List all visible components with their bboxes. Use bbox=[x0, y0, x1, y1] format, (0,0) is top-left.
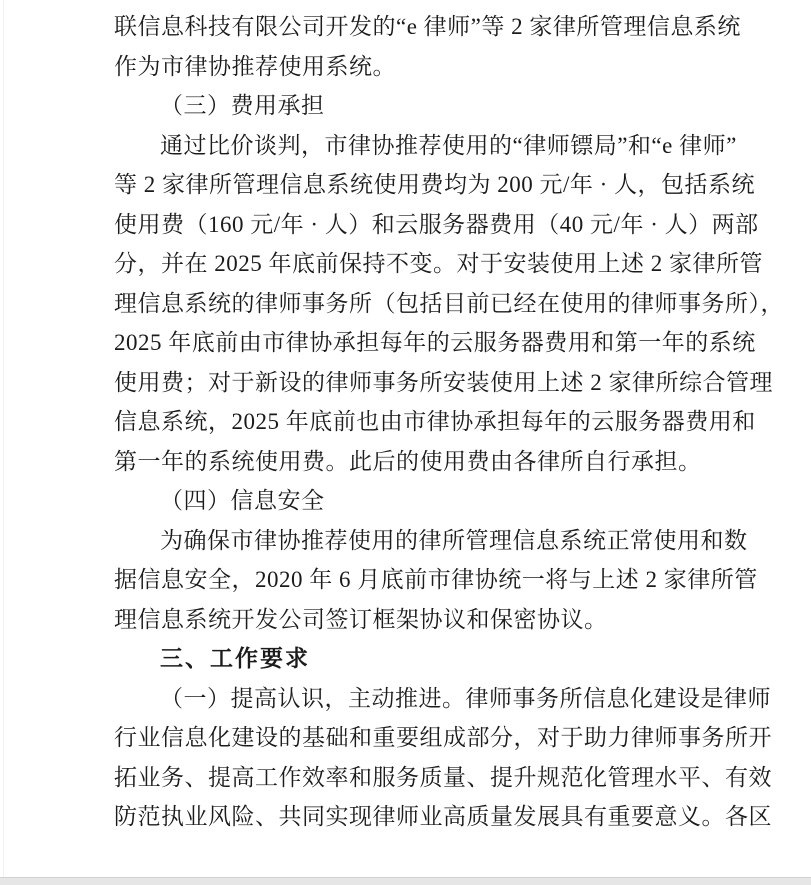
text-segment: 2025 年底前由市律协承担每年的云服务器费用和第一年的系统 bbox=[114, 330, 756, 355]
text-line bbox=[114, 363, 773, 403]
text-line bbox=[114, 47, 720, 87]
text-line bbox=[114, 797, 772, 837]
text-segment: 等 2 家律所管理信息系统使用费均为 200 元/年 · 人，包括系统 bbox=[114, 172, 756, 197]
text-line bbox=[114, 560, 758, 600]
text-line bbox=[114, 402, 756, 442]
text-line bbox=[114, 323, 756, 363]
text-line bbox=[114, 165, 756, 205]
document-lines bbox=[114, 7, 784, 837]
text-segment: 通过比价谈判，市律协推荐使用的“律师镖局”和“e 律师” bbox=[160, 132, 737, 158]
text-segment: （三）费用承担 bbox=[160, 93, 325, 118]
text-line bbox=[114, 86, 720, 126]
text-segment: 行业信息化建设的基础和重要组成部分，对于助力律师事务所开 bbox=[114, 725, 772, 750]
page-bottom-edge bbox=[0, 877, 811, 885]
text-segment: 拓业务、提高工作效率和服务质量、提升规范化管理水平、有效 bbox=[114, 764, 772, 790]
text-line bbox=[114, 126, 737, 166]
text-segment: 律师事务所信息化建设是律师 bbox=[465, 685, 771, 711]
text-segment: 使用费；对于新设的律师事务所安装使用上述 2 家律所综合管理 bbox=[114, 369, 773, 395]
text-line bbox=[114, 205, 759, 245]
text-line bbox=[114, 639, 720, 679]
text-line bbox=[114, 7, 741, 47]
text-segment: 联信息科技有限公司开发的“e 律师”等 2 家律所管理信息系统 bbox=[114, 14, 741, 39]
text-line bbox=[114, 679, 771, 719]
text-segment: 理信息系统开发公司签订框架协议和保密协议。 bbox=[114, 606, 608, 632]
text-line bbox=[114, 758, 772, 798]
text-line bbox=[114, 442, 720, 482]
text-segment: 分，并在 2025 年底前保持不变。对于安装使用上述 2 家律所管 bbox=[114, 251, 763, 276]
text-segment: 第一年的系统使用费。此后的使用费由各律所自行承担。 bbox=[114, 448, 702, 474]
text-segment: 理信息系统的律师事务所（包括目前已经在使用的律师事务所）， bbox=[114, 290, 784, 316]
text-segment: （四）信息安全 bbox=[160, 488, 325, 513]
text-line bbox=[114, 600, 720, 640]
text-segment: 三、工作要求 bbox=[160, 645, 310, 671]
text-line bbox=[114, 521, 748, 561]
text-segment: 使用费（160 元/年 · 人）和云服务器费用（40 元/年 · 人）两部 bbox=[114, 211, 759, 237]
text-segment: 防范执业风险、共同实现律师业高质量发展具有重要意义。各区 bbox=[114, 804, 772, 829]
text-line bbox=[114, 284, 784, 324]
text-segment: 为确保市律协推荐使用的律所管理信息系统正常使用和数 bbox=[160, 527, 748, 553]
text-segment: 作为市律协推荐使用系统。 bbox=[114, 53, 396, 79]
text-segment: 信息系统，2025 年底前也由市律协承担每年的云服务器费用和 bbox=[114, 409, 756, 434]
text-line bbox=[114, 244, 763, 284]
text-line bbox=[114, 481, 720, 521]
text-line bbox=[114, 718, 772, 758]
text-segment: （一）提高认识，主动推进。 bbox=[160, 685, 466, 711]
page-left-edge-line bbox=[3, 0, 4, 877]
text-segment: 据信息安全，2020 年 6 月底前市律协统一将与上述 2 家律所管 bbox=[114, 567, 758, 592]
